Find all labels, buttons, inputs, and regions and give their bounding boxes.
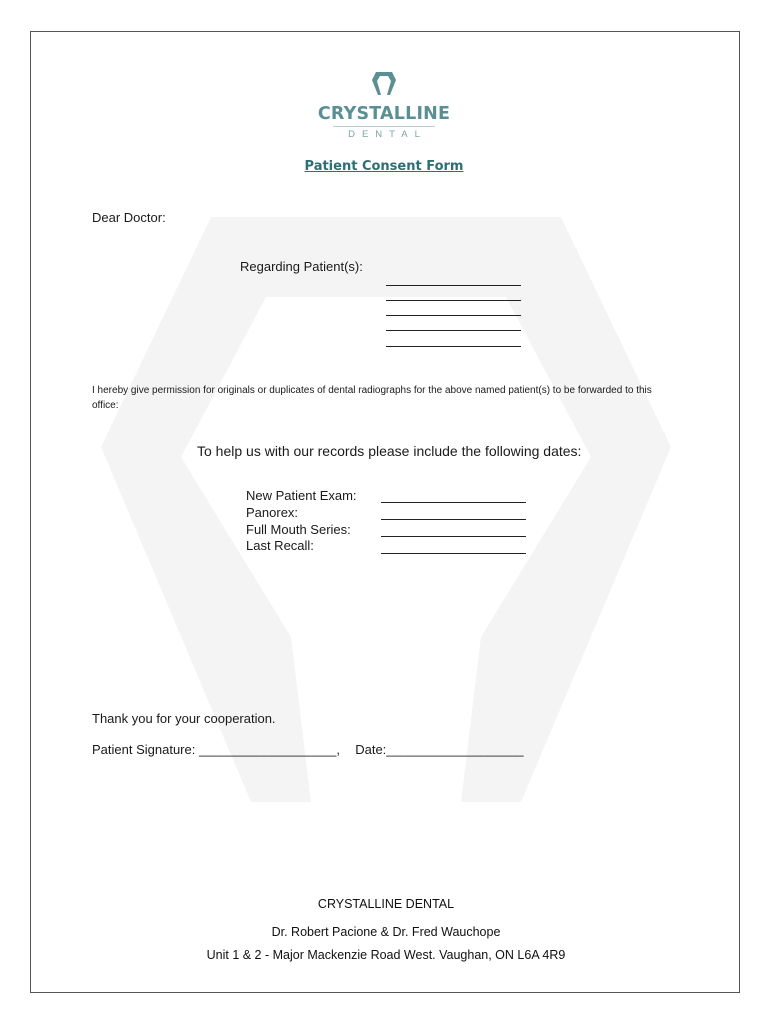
last-recall-line[interactable] xyxy=(381,553,526,554)
patient-name-line-3[interactable] xyxy=(386,315,521,316)
form-title: Patient Consent Form xyxy=(304,159,464,174)
footer-company: CRYSTALLINE DENTAL xyxy=(317,897,455,911)
brand-name: CRYSTALLINE xyxy=(317,104,451,124)
panorex-line[interactable] xyxy=(381,519,526,520)
regarding-patients-label: Regarding Patient(s): xyxy=(240,259,363,274)
thanks-text: Thank you for your cooperation. xyxy=(92,711,276,726)
panorex-label: Panorex: xyxy=(246,504,299,520)
salutation: Dear Doctor: xyxy=(92,210,166,225)
new-patient-exam-line[interactable] xyxy=(381,502,526,503)
patient-name-line-1[interactable] xyxy=(386,285,521,286)
footer-doctors: Dr. Robert Pacione & Dr. Fred Wauchope xyxy=(271,925,501,939)
patient-name-line-2[interactable] xyxy=(386,300,521,301)
patient-name-line-5[interactable] xyxy=(386,346,521,347)
patient-name-line-4[interactable] xyxy=(386,330,521,331)
permission-text: I hereby give permission for originals or duplicates of dental radiographs for the above named patient(s) to be forwarded to this office: xyxy=(92,385,652,411)
document-page xyxy=(30,31,740,993)
last-recall-label: Last Recall: xyxy=(246,538,314,554)
signature-label: Patient Signature: xyxy=(92,742,196,757)
footer-address: Unit 1 & 2 - Major Mackenzie Road West. Vaughan, ON L6A 4R9 xyxy=(206,948,566,962)
date-label: Date: xyxy=(355,742,387,757)
dates-prompt: To help us with our records please include the following dates: xyxy=(197,443,582,459)
full-mouth-series-line[interactable] xyxy=(381,536,526,537)
date-fields-labels xyxy=(246,488,357,555)
signature-field[interactable]: ___________________, xyxy=(198,742,340,757)
crystal-logo-icon xyxy=(370,69,398,97)
date-field[interactable]: ___________________ xyxy=(386,742,524,757)
brand-divider xyxy=(333,126,435,127)
full-mouth-series-label: Full Mouth Series: xyxy=(246,521,351,537)
signature-row xyxy=(92,742,524,757)
new-patient-exam-label: New Patient Exam: xyxy=(246,488,357,503)
brand-subtitle: DENTAL xyxy=(348,129,427,140)
